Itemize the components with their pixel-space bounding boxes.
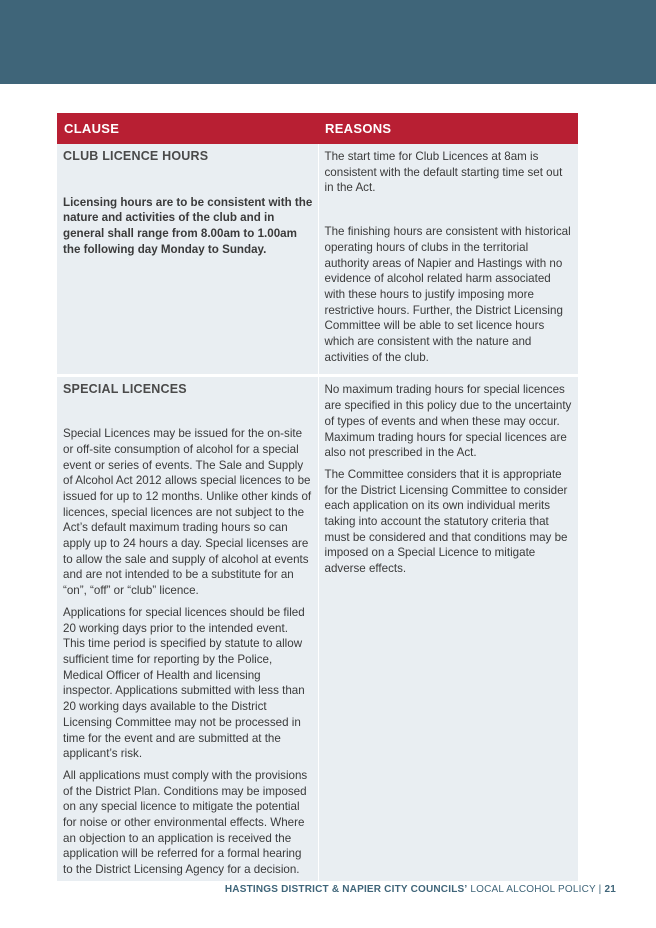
table-row-special-licences	[57, 376, 578, 881]
reason-text: The Committee considers that it is appropriate for the District Licensing Committee to consider each application on its own individual merits taking into account the statutory criteria that must be considered and that conditions may be imposed on a Special Licence to mitigate adverse effects.	[324, 467, 568, 576]
column-header-clause: CLAUSE	[57, 113, 318, 144]
clause-text: Licensing hours are to be consistent with the nature and activities of the club and in general shall range from 8.00am to 1.00am the following day Monday to Sunday.	[63, 195, 313, 256]
clause-cell	[57, 376, 318, 881]
clause-text: Special Licences may be issued for the on-site or off-site consumption of alcohol for a special event or series of events. The Sale and Supply of Alcohol Act 2012 allows special licences to be issued for up to 12 months. Unlike other kinds of licences, special licences are not subject to the Act’s default maximum trading hours so can apply up to 24 hours a day. Special licenses are to allow the sale and supply of alcohol at events and are not intended to be a substitute for an “on”, “off” or “club” licence.	[63, 427, 312, 598]
reason-text: The finishing hours are consistent with historical operating hours of clubs in the territorial authority areas of Napier and Hastings with no evidence of alcohol related harm associated with these hours to justify imposing more restrictive hours. Further, the District Licensing Committee will be able to set licence hours which are consistent with the nature and activities of the club.	[324, 225, 571, 364]
reason-text: The start time for Club Licences at 8am is consistent with the default starting time set out in the Act.	[324, 150, 563, 195]
top-banner	[0, 0, 656, 84]
reason-text: No maximum trading hours for special licences are specified in this policy due to the uncertainty of types of events and when these may occur. Maximum trading hours for special licences are also not prescribed in the Act.	[324, 383, 572, 460]
column-header-reasons: REASONS	[318, 113, 578, 144]
clause-heading: CLUB LICENCE HOURS	[63, 149, 209, 163]
footer-separator: |	[595, 884, 605, 895]
clause-heading: SPECIAL LICENCES	[63, 382, 187, 397]
clause-text: Applications for special licences should be filed 20 working days prior to the intended event. This time period is specified by statute to allow sufficient time for reporting by the Police, Medical Officer of Health and licensing inspector. Applications submitted with less than 20 working days available to the District Licensing Committee may not be processed in time for the event and are submitted at the applicant’s risk.	[63, 605, 305, 761]
footer-councils: HASTINGS DISTRICT & NAPIER CITY COUNCILS’	[224, 884, 468, 895]
table-row-club-licence-hours	[57, 144, 578, 376]
clause-text: All applications must comply with the provisions of the District Plan. Conditions may be imposed on any special licence to mitigate the potential for noise or other environmental effects. Where an objection to an application is received the application will be referred for a formal hearing to the District Licensing Agency for a decision.	[63, 768, 308, 877]
page-footer	[225, 884, 616, 895]
clause-cell	[57, 144, 318, 376]
table-header-row	[57, 113, 578, 144]
reasons-cell	[318, 376, 578, 881]
policy-table	[57, 113, 578, 881]
footer-policy-title: LOCAL ALCOHOL POLICY	[467, 884, 596, 895]
reasons-cell	[318, 144, 578, 376]
page-number: 21	[604, 884, 616, 895]
